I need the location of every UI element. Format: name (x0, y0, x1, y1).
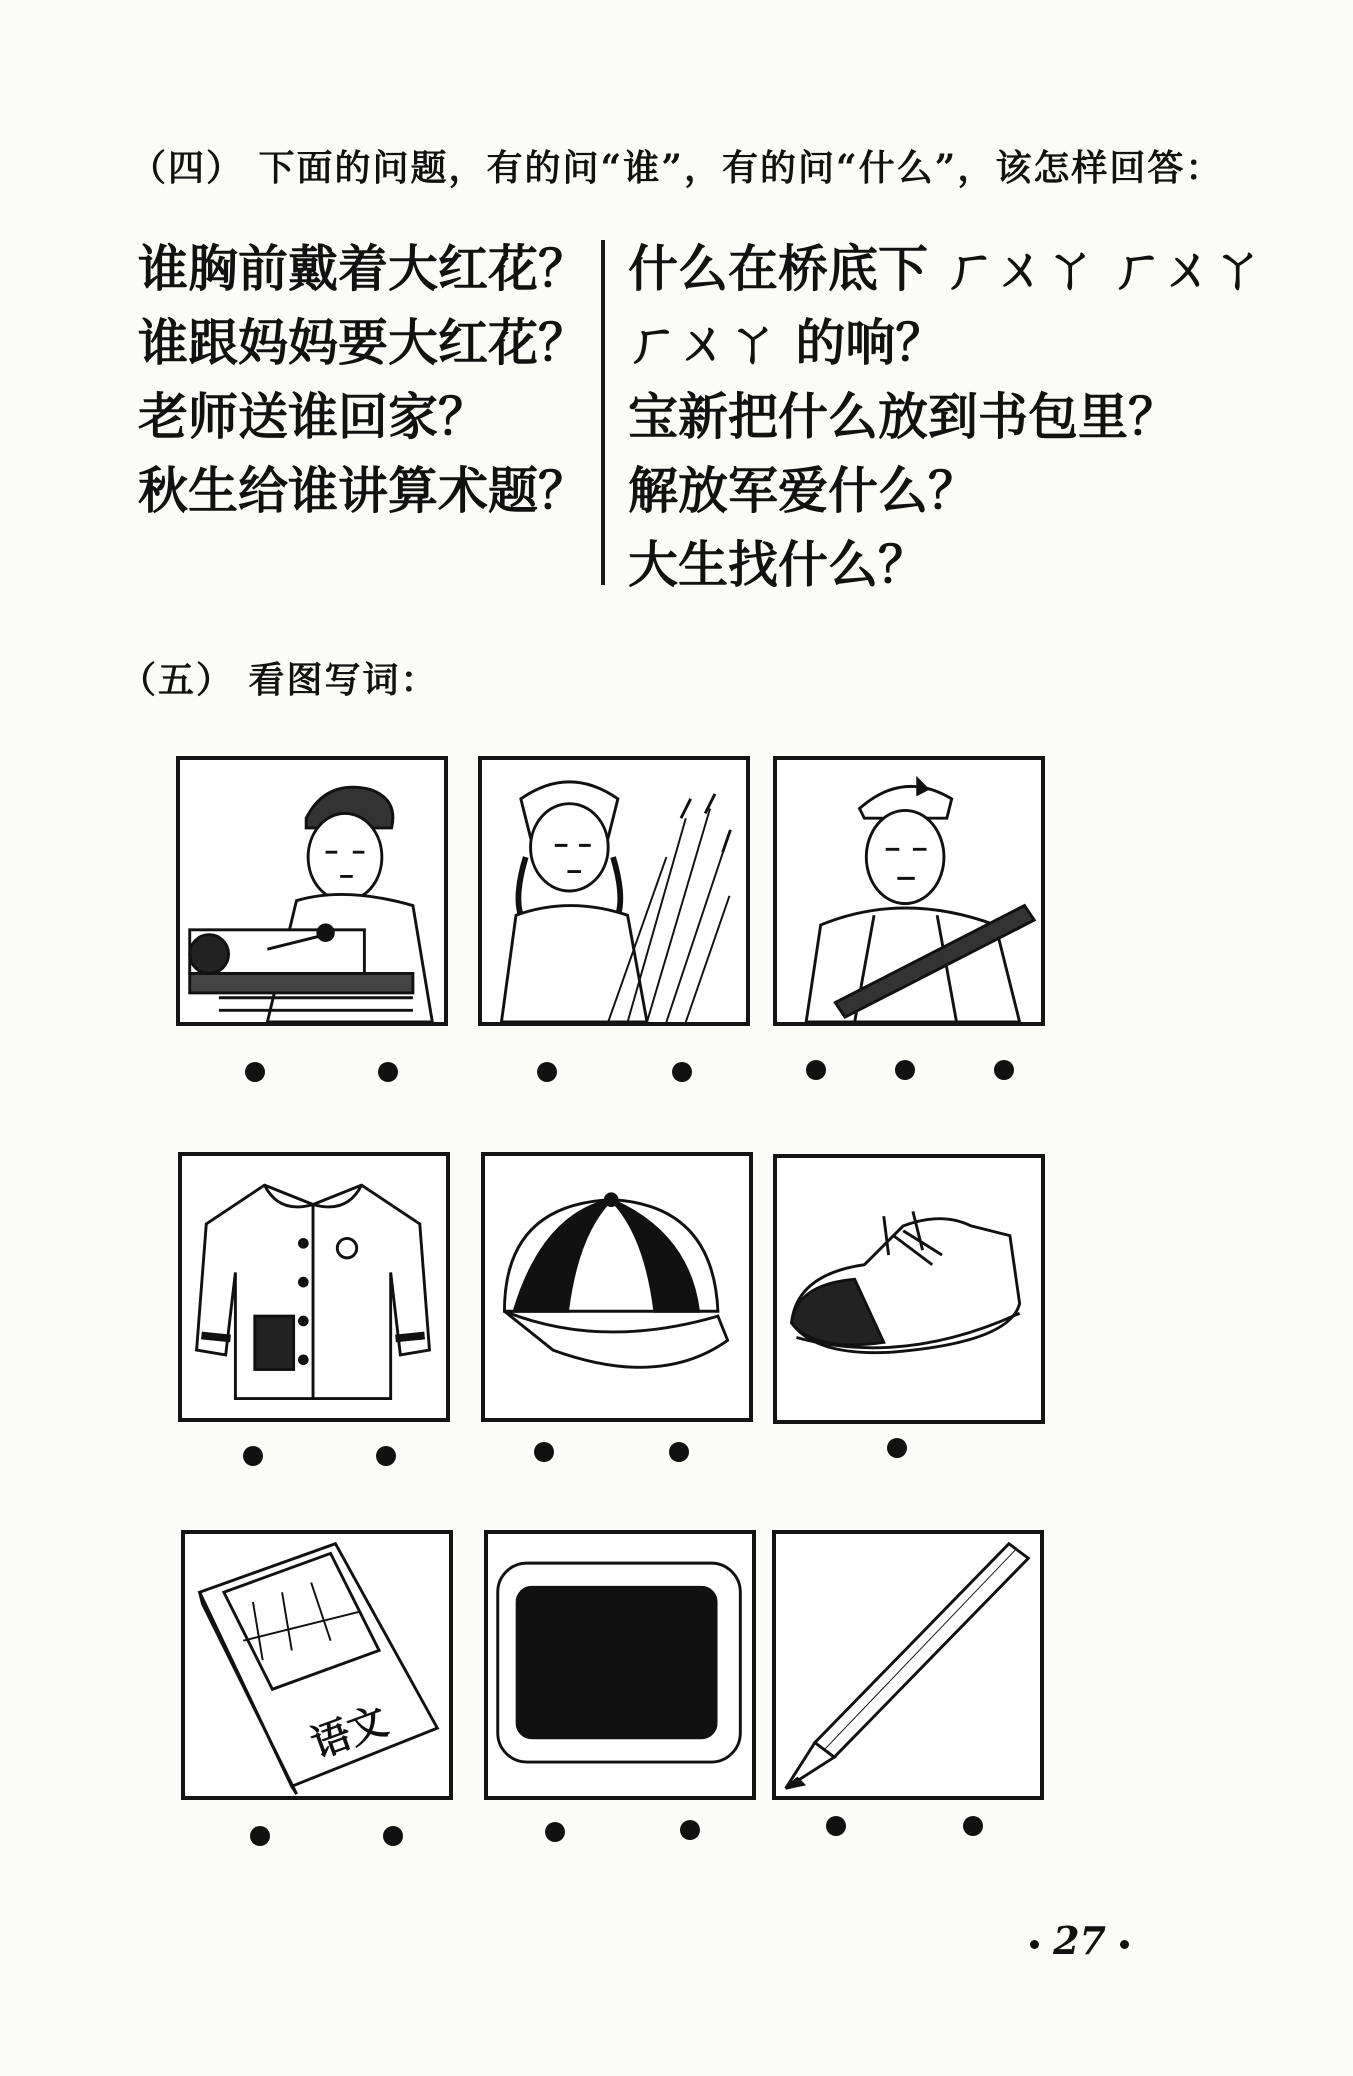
page-number (1016, 1918, 1143, 1963)
blank-dot (534, 1442, 554, 1462)
textbook-picture (181, 1530, 453, 1800)
blank-dot (963, 1816, 983, 1836)
question-line: 大生找什么？ (628, 535, 928, 594)
pencil-picture (772, 1530, 1044, 1800)
cap-picture (481, 1152, 753, 1422)
question-line: 解放军爱什么？ (628, 461, 978, 520)
question-line: 宝新把什么放到书包里？ (628, 387, 1178, 446)
blank-dot (895, 1060, 915, 1080)
blank-dot (378, 1062, 398, 1082)
section-4-header: （四） 下面的问题，有的问“谁”，有的问“什么”，该怎样回答： (130, 147, 1224, 189)
blank-dot (672, 1062, 692, 1082)
question-line: ㄏㄨㄚ 的响？ (628, 313, 946, 372)
blank-dot (537, 1062, 557, 1082)
blank-dot (250, 1826, 270, 1846)
blank-dot (887, 1438, 907, 1458)
blank-dot (245, 1062, 265, 1082)
bullet-dot (1030, 1940, 1039, 1949)
blank-dot (383, 1826, 403, 1846)
blank-dot (806, 1060, 826, 1080)
jacket-picture (178, 1152, 450, 1422)
bullet-dot (1120, 1940, 1129, 1949)
what-questions-column (628, 232, 1263, 602)
blank-dot (669, 1442, 689, 1462)
page-number-text: 27 (1053, 1918, 1106, 1963)
question-line: 谁跟妈妈要大红花？ (138, 313, 588, 372)
worker-picture (176, 756, 448, 1026)
blank-dot (243, 1446, 263, 1466)
who-questions-column (138, 232, 588, 528)
column-divider (601, 240, 605, 585)
question-line: 谁胸前戴着大红花？ (138, 239, 588, 298)
question-line: 老师送谁回家？ (138, 387, 488, 446)
question-line: 秋生给谁讲算术题？ (138, 461, 588, 520)
blank-dot (545, 1822, 565, 1842)
blank-dot (994, 1060, 1014, 1080)
blank-dot (680, 1820, 700, 1840)
blank-dot (376, 1446, 396, 1466)
slate-picture (484, 1530, 756, 1800)
blank-dot (826, 1816, 846, 1836)
question-line: 什么在桥底下 ㄏㄨㄚ ㄏㄨㄚ (628, 239, 1263, 298)
peasant-girl-picture (478, 756, 750, 1026)
soldier-picture (773, 756, 1045, 1026)
section-5-header: （五） 看图写词： (120, 659, 439, 701)
shoe-picture (773, 1154, 1045, 1424)
textbook-title: 语文 (305, 1698, 394, 1768)
